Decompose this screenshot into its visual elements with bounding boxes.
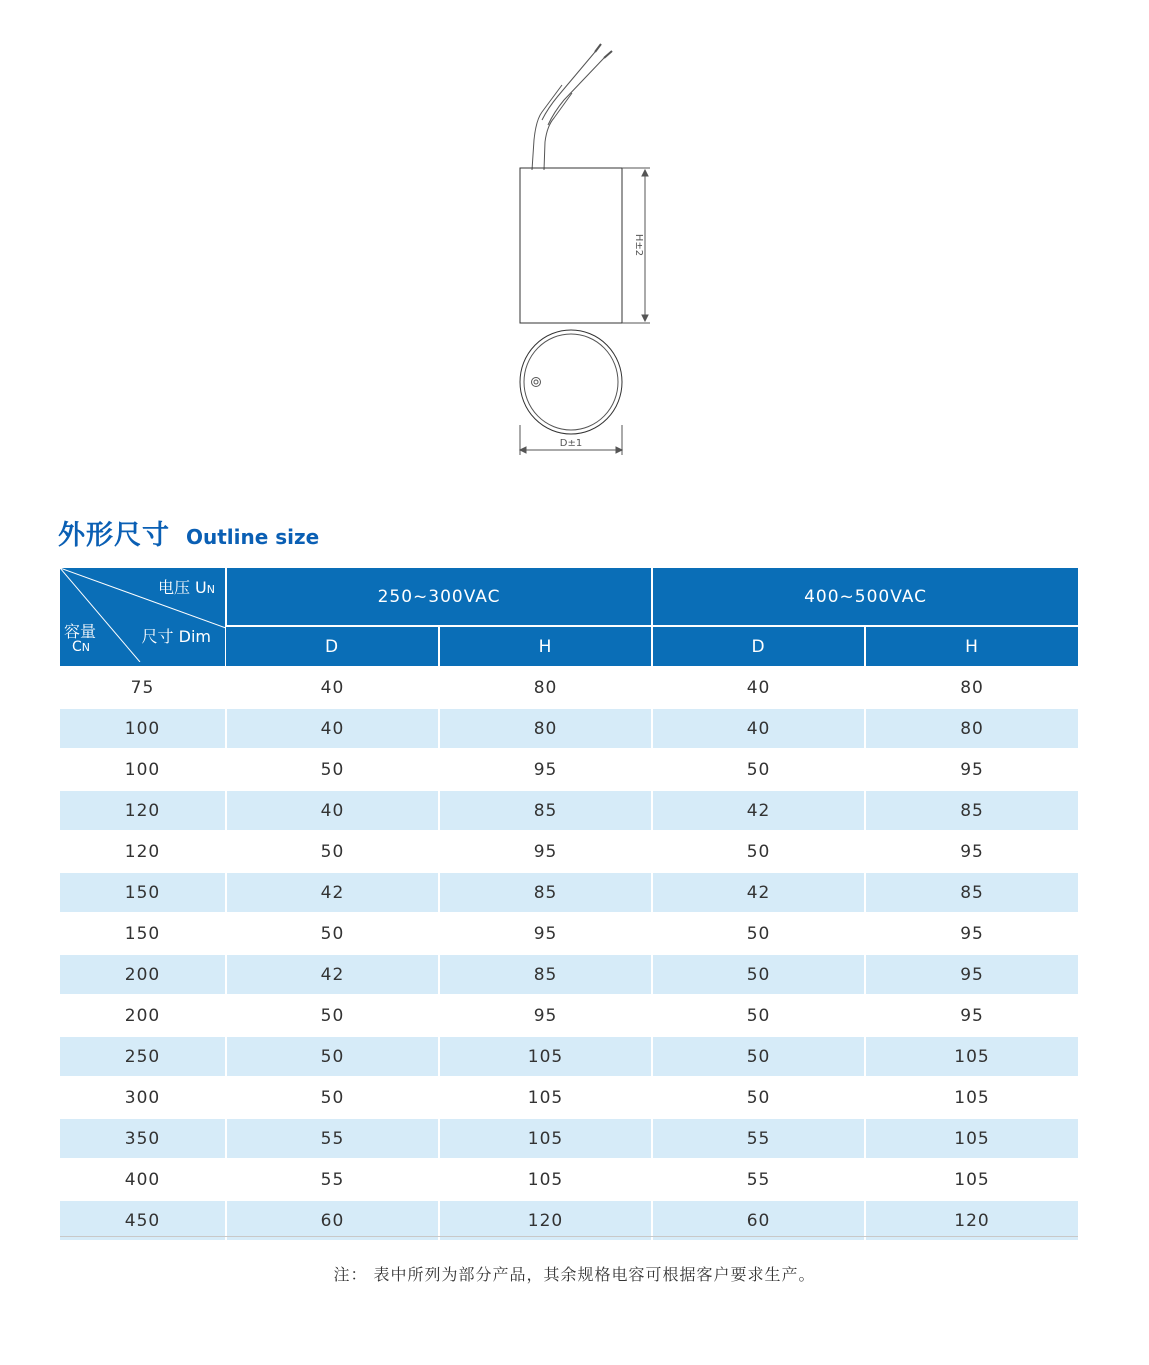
d-cell: 42 [652, 790, 865, 831]
table-row [60, 667, 1078, 708]
d-cell: 40 [652, 708, 865, 749]
table-row [60, 872, 1078, 913]
d-cell: 40 [652, 667, 865, 708]
h-cell: 95 [865, 831, 1078, 872]
h-cell: 95 [865, 913, 1078, 954]
h-cell: 85 [439, 790, 652, 831]
d-cell: 55 [652, 1118, 865, 1159]
corner-voltage-label: 电压 UN [157, 578, 215, 597]
table-row [60, 954, 1078, 995]
corner-capacity-label: 容量 [64, 622, 97, 641]
h-cell: 80 [439, 667, 652, 708]
d-cell: 40 [226, 790, 439, 831]
d-cell: 50 [226, 913, 439, 954]
table-row [60, 1200, 1078, 1240]
h-cell: 95 [865, 749, 1078, 790]
height-dimension-label: H±2 [633, 233, 644, 257]
table-row [60, 1159, 1078, 1200]
d-cell: 50 [652, 1077, 865, 1118]
column-header-h: H [439, 626, 652, 667]
h-cell: 120 [865, 1200, 1078, 1240]
h-cell: 80 [865, 667, 1078, 708]
h-cell: 95 [865, 995, 1078, 1036]
h-cell: 105 [439, 1077, 652, 1118]
table-row [60, 1036, 1078, 1077]
column-header-d: D [226, 626, 439, 667]
capacity-cell: 400 [60, 1159, 226, 1200]
section-title [58, 513, 319, 552]
d-cell: 50 [652, 913, 865, 954]
h-cell: 95 [439, 831, 652, 872]
footnote: 注： 表中所列为部分产品，其余规格电容可根据客户要求生产。 [333, 1265, 816, 1284]
table-row [60, 995, 1078, 1036]
d-cell: 55 [226, 1159, 439, 1200]
h-cell: 85 [865, 872, 1078, 913]
d-cell: 50 [226, 1077, 439, 1118]
h-cell: 105 [865, 1077, 1078, 1118]
d-cell: 42 [226, 872, 439, 913]
outline-size-table [60, 568, 1078, 1240]
h-cell: 95 [439, 749, 652, 790]
h-cell: 95 [439, 995, 652, 1036]
capacity-cell: 150 [60, 913, 226, 954]
h-cell: 95 [865, 954, 1078, 995]
h-cell: 105 [439, 1118, 652, 1159]
d-cell: 42 [226, 954, 439, 995]
d-cell: 50 [226, 1036, 439, 1077]
table-corner-header [60, 568, 226, 667]
d-cell: 40 [226, 708, 439, 749]
d-cell: 50 [652, 954, 865, 995]
h-cell: 120 [439, 1200, 652, 1240]
capacity-cell: 300 [60, 1077, 226, 1118]
table-row [60, 1077, 1078, 1118]
capacity-cell: 200 [60, 995, 226, 1036]
section-title-en: Outline size [186, 525, 320, 549]
d-cell: 42 [652, 872, 865, 913]
table-row [60, 749, 1078, 790]
d-cell: 60 [226, 1200, 439, 1240]
h-cell: 95 [439, 913, 652, 954]
h-cell: 80 [865, 708, 1078, 749]
capacity-cell: 75 [60, 667, 226, 708]
h-cell: 105 [439, 1159, 652, 1200]
h-cell: 105 [439, 1036, 652, 1077]
h-cell: 85 [865, 790, 1078, 831]
diameter-dimension-label: D±1 [559, 438, 583, 449]
d-cell: 50 [652, 749, 865, 790]
capacity-cell: 120 [60, 831, 226, 872]
d-cell: 55 [652, 1159, 865, 1200]
table-row [60, 1118, 1078, 1159]
d-cell: 60 [652, 1200, 865, 1240]
h-cell: 85 [439, 954, 652, 995]
capacity-cell: 200 [60, 954, 226, 995]
d-cell: 50 [226, 749, 439, 790]
d-cell: 50 [652, 995, 865, 1036]
h-cell: 105 [865, 1118, 1078, 1159]
table-row [60, 913, 1078, 954]
capacity-cell: 450 [60, 1200, 226, 1240]
voltage-group-header: 250~300VAC [226, 568, 652, 626]
capacity-cell: 100 [60, 708, 226, 749]
table-row [60, 708, 1078, 749]
divider [60, 1236, 1078, 1237]
h-cell: 80 [439, 708, 652, 749]
table-row [60, 790, 1078, 831]
capacity-cell: 250 [60, 1036, 226, 1077]
h-cell: 105 [865, 1159, 1078, 1200]
d-cell: 50 [652, 1036, 865, 1077]
voltage-group-header: 400~500VAC [652, 568, 1078, 626]
capacity-cell: 150 [60, 872, 226, 913]
d-cell: 50 [226, 995, 439, 1036]
section-title-cn: 外形尺寸 [58, 520, 170, 551]
column-header-d: D [652, 626, 865, 667]
capacity-cell: 100 [60, 749, 226, 790]
table-row [60, 831, 1078, 872]
corner-dimension-label: 尺寸 Dim [141, 627, 211, 646]
h-cell: 85 [439, 872, 652, 913]
d-cell: 40 [226, 667, 439, 708]
d-cell: 50 [652, 831, 865, 872]
corner-capacity-symbol: CN [72, 639, 91, 655]
capacitor-outline-drawing [500, 30, 670, 460]
d-cell: 50 [226, 831, 439, 872]
capacity-cell: 350 [60, 1118, 226, 1159]
column-header-h: H [865, 626, 1078, 667]
h-cell: 105 [865, 1036, 1078, 1077]
d-cell: 55 [226, 1118, 439, 1159]
capacity-cell: 120 [60, 790, 226, 831]
